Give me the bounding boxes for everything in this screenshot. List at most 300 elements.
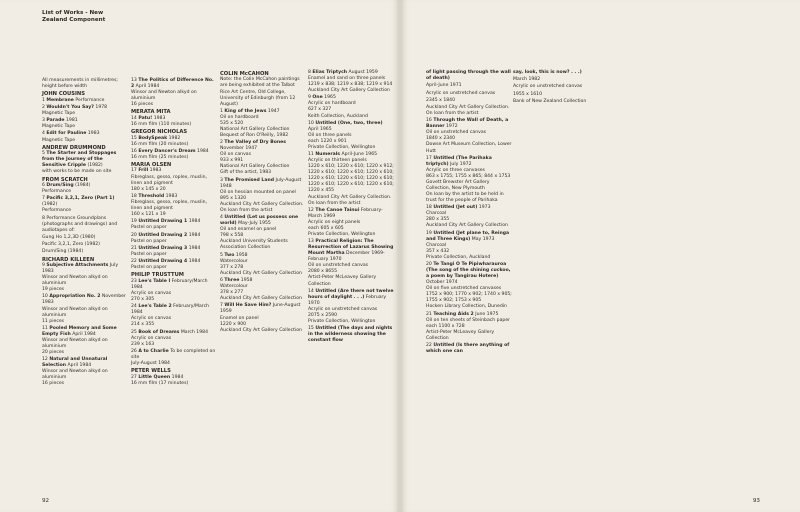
work-detail: (1982)	[42, 202, 58, 208]
work-title: Untitled Drawing 4	[138, 259, 188, 265]
work-number: 1	[220, 108, 223, 114]
work-detail: Auckland City Art Gallery Collection	[308, 88, 390, 94]
work-number: 3	[220, 177, 223, 183]
work-detail: Acrylic on thirteen panels	[308, 158, 367, 164]
work-detail: Magnetic Tape	[42, 137, 76, 143]
work-detail: 1947	[267, 108, 280, 114]
work-number: 7	[42, 196, 45, 202]
work-detail: 1983	[87, 131, 100, 137]
work-detail: Oil on hessian mounted on panel	[220, 189, 296, 195]
work-title: Untitled (Jet out)	[433, 205, 478, 211]
work-entry	[131, 246, 217, 258]
work-detail: Winsor and Newton alkyd on aluminium	[42, 369, 108, 381]
work-detail: each 605 x 605	[308, 225, 344, 231]
work-number: 7	[220, 303, 223, 309]
work-detail: February/March 1984	[131, 278, 208, 290]
work-detail: 16 pieces	[42, 381, 65, 387]
work-number: 4	[220, 215, 223, 221]
work-detail: 1984	[197, 148, 209, 154]
column-6	[513, 70, 599, 106]
work-title: Three	[224, 278, 240, 284]
entry-text: Note: the Colin McCahon paintings are being exhibited at the Talbot Rice Art Centre, Old College, University of Edinburgh (from 12 August)	[220, 77, 300, 107]
artist-name: RICHARD KILLEEN	[42, 256, 95, 263]
work-number: 2	[220, 140, 223, 146]
work-entry	[220, 253, 306, 277]
work-detail: April 1965	[308, 126, 332, 132]
work-entry	[426, 231, 512, 261]
work-detail: Oil and enamel on panel	[220, 227, 277, 233]
work-entry	[308, 152, 394, 206]
work-title: Te Tangi O Te Pipiwharauroa (The song of the shining cuckoo, a poem by Tangirau Hotere)	[426, 262, 511, 280]
work-title: Every Dancer's Dream	[138, 148, 196, 154]
work-detail: Oil on unstretched canvas	[308, 263, 369, 269]
work-detail: Oil on unstretched canvas	[426, 130, 487, 136]
page-number-right: 93	[752, 498, 760, 504]
work-detail: with works to be made on site	[42, 169, 112, 175]
entry-title-continued: of light passing through the wall of death)	[426, 70, 511, 82]
work-entry	[131, 375, 217, 387]
work-detail: 1978	[95, 104, 108, 110]
column-3	[220, 70, 306, 335]
work-detail: 1840 x 2340	[426, 136, 456, 142]
work-detail: Auckland City Art Gallery Collection	[426, 223, 508, 229]
work-detail: April 1984	[67, 363, 92, 369]
work-detail: Auckland City Art Gallery Collection. On loan from the artist	[220, 201, 304, 213]
work-title: Membrane	[46, 97, 74, 103]
artist-name: GREGOR NICHOLAS	[131, 129, 188, 136]
work-title: Appropriation No. 2	[49, 294, 101, 300]
work-detail: April-June 1965	[341, 152, 378, 158]
work-number: 22	[131, 259, 137, 265]
entry-text: All measurements in millimetres; height before width	[42, 78, 118, 90]
work-number: 5	[42, 151, 45, 157]
work-detail: 1984	[188, 219, 201, 225]
work-detail: Oil on ten sheets of Steinbach paper	[426, 317, 511, 323]
work-entry	[426, 205, 512, 229]
work-entry	[131, 330, 217, 348]
work-entry	[426, 262, 512, 310]
work-title: Untitled Drawing 1	[138, 219, 188, 225]
work-detail: To be completed on site	[131, 348, 216, 360]
work-detail: Fibreglass, gesso, roplex, muslin, linen and pigment	[131, 174, 207, 186]
entry-text: Auckland City Art Gallery Collection. On loan from the artist	[426, 104, 510, 117]
work-detail: Auckland City Art Gallery Collection	[220, 296, 302, 302]
work-entry	[426, 156, 512, 204]
work-title: Natural and Unnatural Selection	[42, 357, 108, 369]
work-detail: July 1983	[42, 263, 119, 275]
work-detail: Auckland City Art Gallery Collection	[220, 327, 302, 333]
work-title: Practical Religion: The Resurrection of Lazarus Showing Mount Martha	[308, 239, 394, 257]
work-detail: Private Collection, Wellington	[308, 144, 376, 150]
work-number: 5	[220, 252, 223, 258]
work-entry	[220, 140, 306, 176]
work-title: Will He Save Him?	[224, 303, 272, 309]
work-number: 11	[42, 325, 48, 331]
work-title: Untitled (Let us possess one world)	[220, 215, 299, 227]
work-detail: 1220 x 900	[220, 321, 247, 327]
work-detail: November 1983	[42, 294, 126, 306]
work-title: Wouldn't You Say?	[46, 104, 94, 110]
work-entry	[131, 78, 217, 108]
work-number: 27	[131, 374, 137, 380]
work-detail: Oil on five unstretched canvases	[426, 286, 502, 292]
artist-name: COLIN McCAHON	[220, 71, 269, 77]
work-detail: February-March 1969	[308, 207, 383, 219]
work-entry	[131, 233, 217, 245]
work-entry	[42, 131, 128, 143]
page-header: List of Works - New Zealand Component	[42, 10, 106, 23]
work-detail: Keith Collection, Auckland	[308, 113, 368, 119]
work-detail: Watercolour	[220, 284, 248, 290]
work-detail: Winsor and Newton alkyd on aluminium	[42, 306, 108, 318]
work-title: Patu!	[138, 115, 153, 121]
work-detail: Acrylic on hardboard	[308, 101, 356, 107]
artist-name: MARIA OLSEN	[131, 162, 172, 169]
work-entry	[42, 196, 128, 214]
work-detail: Acrylic on unstretched canvas	[308, 306, 378, 312]
work-entry	[220, 178, 306, 214]
work-title: Parade	[46, 118, 65, 124]
entry-text: Drum/Sing (1984)	[42, 249, 84, 255]
work-detail: February 1970	[308, 294, 387, 306]
entry-text: Gung Ho 1,2,3D (1980)	[42, 234, 96, 240]
work-detail: each 1220 x 901	[308, 138, 347, 144]
work-entry	[131, 136, 217, 148]
work-number: 11	[308, 152, 314, 158]
work-number: 8	[308, 70, 311, 75]
work-entry	[308, 95, 394, 119]
work-detail: October 1974	[426, 280, 458, 286]
work-number: 14	[131, 115, 137, 121]
work-entry	[42, 98, 128, 104]
work-number: 6	[220, 278, 223, 284]
work-entry	[426, 312, 512, 342]
work-detail: Pastel on paper	[131, 251, 167, 257]
work-entry	[131, 149, 217, 161]
work-entry	[220, 303, 306, 333]
work-detail: Acrylic on canvas	[131, 316, 172, 322]
work-detail: Private Collection, Wellington	[308, 319, 376, 324]
work-detail: Dowse Art Museum Collection, Lower Hutt	[426, 142, 512, 154]
work-detail: 2080 x 8655	[308, 269, 338, 275]
work-detail: Winsor and Newton alkyd on aluminium	[42, 275, 108, 287]
work-entry	[131, 168, 217, 192]
work-number: 1	[42, 97, 45, 103]
work-detail: Artist-Peter McLeavey Gallery Collection	[426, 329, 495, 341]
work-number: 23	[131, 278, 137, 284]
work-number: 2	[42, 104, 45, 110]
work-detail: Performance	[42, 189, 72, 194]
entry-text: Pacific 3,2,1, Zero (1982)	[42, 242, 100, 248]
work-entry	[42, 118, 128, 130]
work-detail: February/March 1984	[131, 304, 210, 316]
work-title: Pacific 3,2,1, Zero (Part 1)	[46, 196, 115, 202]
artist-name: MERATA MITA	[131, 109, 171, 116]
work-detail: Oil on three panels	[308, 132, 352, 138]
work-title: Two	[224, 252, 235, 258]
work-number: 17	[131, 168, 137, 174]
work-detail: Charcoal	[426, 242, 447, 248]
work-title: Frill	[138, 168, 149, 174]
work-detail: 535 x 520	[220, 120, 244, 126]
work-detail: Hocken Library Collection, Dunedin	[426, 304, 507, 310]
work-entry	[426, 343, 512, 355]
work-detail: 1752 x 900; 1770 x 902; 1740 x 905; 1755 x 902; 1753 x 905	[426, 292, 512, 304]
work-title: Lee's Table 2	[138, 304, 172, 310]
work-number: 10	[308, 120, 314, 126]
work-detail: Enamel and sand on three panels	[308, 76, 386, 82]
work-number: 21	[426, 311, 432, 317]
work-entry	[131, 349, 217, 367]
work-title: Untitled (One, two, three)	[315, 120, 383, 126]
work-title: King of the Jews	[224, 108, 267, 114]
work-detail: Pastel on paper	[131, 265, 167, 271]
work-title: Numerals	[315, 152, 341, 158]
work-detail: Acrylic on canvas	[131, 290, 172, 296]
work-detail: July 1972	[450, 161, 472, 167]
work-detail: 1981	[66, 118, 78, 124]
work-detail: Acrylic on canvas	[131, 335, 172, 341]
work-detail: Auckland City Art Gallery Collection	[220, 270, 302, 276]
work-detail: Oil on canvas	[220, 152, 251, 158]
work-number: 15	[308, 326, 314, 332]
work-detail: Private Collection, Auckland	[426, 254, 491, 260]
column-5	[426, 70, 512, 356]
work-title: The Starter and Stoppages from the Journey of the Sensitive Cripple	[42, 151, 117, 169]
work-detail: 239 x 163	[131, 341, 155, 347]
work-title: Drum/Sing	[46, 182, 74, 188]
work-entry	[308, 121, 394, 151]
work-entry	[42, 105, 128, 117]
work-detail: May 1973	[471, 236, 495, 242]
work-entry	[42, 326, 128, 356]
work-detail: 1965	[324, 95, 336, 101]
work-detail: 270 x 305	[131, 296, 155, 302]
work-detail: 627 x 327	[308, 107, 332, 113]
work-detail: May-July 1955	[238, 221, 271, 227]
work-entry	[220, 215, 306, 251]
work-number: 26	[131, 348, 137, 354]
artist-name: ANDREW DRUMMOND	[42, 144, 106, 151]
work-detail: Artist-Peter McLeavey Gallery Collection	[308, 275, 377, 287]
work-detail: Fibreglass, gesso, roplex, muslin, linen and pigment	[131, 199, 207, 211]
work-title: Untitled (The days and nights in the wilderness showing the constant flow	[308, 326, 393, 344]
work-title: Little Queen	[138, 374, 171, 380]
work-title: The Promised Land	[224, 177, 274, 183]
work-title: Untitled (The Parihaka triptych)	[426, 155, 492, 167]
work-number: 9	[42, 263, 45, 268]
work-title: BodySpeak	[138, 135, 168, 141]
work-detail: Pastel on paper	[131, 225, 167, 231]
work-number: 13	[131, 78, 137, 83]
work-number: 18	[131, 193, 137, 199]
work-title: Untitled (Are there not twelve hours of daylight . . .)	[308, 288, 394, 300]
work-title: Subjective Attachments	[46, 263, 109, 268]
work-number: 15	[131, 135, 137, 141]
work-detail: June 1975	[475, 311, 499, 317]
work-detail: Winsor and Newton alkyd on aluminium	[42, 337, 108, 349]
work-detail: National Art Gallery Collection	[220, 164, 290, 170]
work-number: 22	[426, 343, 432, 349]
work-detail: (1984)	[75, 182, 91, 188]
artist-name: FROM SCRATCH	[42, 176, 88, 183]
work-entry	[42, 183, 128, 195]
entry-title-continued: say, look, this is now? . . .)	[513, 70, 582, 75]
work-entry	[308, 70, 394, 94]
artist-name: PHILIP TRUSTTUM	[131, 272, 184, 279]
work-number: 12	[42, 357, 48, 363]
work-title: Pooled Memory and Some Empty Fish	[42, 325, 117, 337]
work-detail: 1983	[165, 193, 178, 199]
work-title: Untitled Drawing 3	[138, 245, 188, 251]
work-entry	[131, 116, 217, 128]
work-detail: Pastel on paper	[131, 238, 167, 244]
work-number: 17	[426, 155, 432, 161]
work-detail: 895 x 1320	[220, 195, 247, 201]
work-entry	[42, 357, 128, 387]
work-title: Lee's Table I	[138, 278, 171, 284]
work-title: Untitled (Is there anything of which one can	[426, 343, 510, 355]
work-number: 6	[42, 182, 45, 188]
work-detail: Enamel on panel	[220, 315, 259, 321]
work-detail: Charcoal	[426, 211, 447, 217]
work-detail: 1983	[149, 168, 162, 174]
work-number: 9	[308, 95, 311, 101]
work-detail: 1958	[240, 278, 253, 284]
work-title: Book of Dreams	[138, 329, 180, 335]
work-detail: Watercolour	[220, 258, 248, 264]
work-entry	[42, 151, 128, 175]
work-number: 19	[426, 230, 432, 236]
work-detail: 378 x 277	[220, 290, 244, 296]
work-title: Elias Triptych	[312, 70, 348, 75]
work-detail: Magnetic Tape	[42, 110, 76, 116]
work-number: 13	[308, 239, 314, 245]
work-detail: 180 x 145 x 20	[131, 186, 166, 192]
work-number: 24	[131, 304, 137, 310]
work-detail: Private Collection, Wellington	[308, 231, 376, 237]
work-detail: 1984	[171, 374, 184, 380]
work-entry	[220, 278, 306, 302]
work-entry	[220, 109, 306, 139]
entry-text: 1955 x 1610	[513, 91, 543, 97]
work-entry	[308, 239, 394, 287]
work-detail: 933 x 991	[220, 158, 244, 164]
work-number: 12	[308, 207, 314, 213]
work-number: 18	[426, 205, 432, 211]
work-title: Untitled Drawing 2	[138, 232, 188, 238]
work-detail: 214 x 355	[131, 322, 155, 328]
column-1	[42, 78, 128, 389]
work-detail: 1984	[188, 245, 201, 251]
work-detail: Gift of the artist, 1983	[220, 170, 272, 176]
work-entry	[308, 208, 394, 238]
work-detail: Acrylic on three canvases	[426, 167, 485, 173]
work-detail: 863 x 1755; 1755 x 865; 844 x 1753	[426, 173, 511, 179]
work-number: 16	[131, 148, 137, 154]
work-title: A to Charlie	[138, 348, 169, 354]
work-detail: April 1984	[135, 84, 160, 90]
work-detail: 160 x 121 x 19	[131, 212, 166, 217]
work-title: Teaching Aids 2	[433, 311, 474, 317]
work-number: 19	[131, 219, 137, 225]
work-detail: 280 x 355	[426, 217, 450, 223]
work-detail: Oil on hardboard	[220, 114, 259, 120]
book-gutter	[398, 0, 402, 512]
entry-text: Acrylic on unstretched canvas	[513, 84, 583, 90]
work-detail: 1984	[188, 232, 201, 238]
work-detail: 1973	[478, 205, 491, 211]
work-detail: On loan by the artist to be held in trust for the people of Parihaka	[426, 192, 504, 204]
work-detail: 377 x 278	[220, 264, 244, 270]
work-detail: 16 mm film (20 minutes)	[131, 141, 189, 147]
work-entry	[42, 294, 128, 324]
work-detail: 1958	[235, 252, 248, 258]
work-title: One	[312, 95, 323, 101]
work-detail: June-August 1959	[220, 303, 301, 315]
entry-text: March 1982	[513, 77, 541, 83]
work-detail: Performance	[42, 208, 72, 214]
work-entry	[42, 263, 128, 293]
work-number: 4	[42, 131, 45, 137]
work-title: The Politics of Difference No. 2	[131, 78, 214, 90]
work-entry	[131, 259, 217, 271]
entry-text: April-June 1971	[426, 83, 462, 89]
work-detail: 1220 x 610; 1220 x 610; 1220 x 912; 1220 x 610; 1220 x 610; 1220 x 610; 1220 x 610; 1220 x 610; 1220 x 610; 1220 x 610; 1220 x 610; 1220 x 610; 1220 x 455	[308, 164, 394, 194]
work-number: 25	[131, 329, 137, 335]
work-detail: Auckland University Students Association Collection	[220, 239, 288, 251]
work-detail: 1972	[446, 124, 458, 130]
work-detail: 1984	[188, 259, 201, 265]
work-entry	[308, 289, 394, 325]
work-detail: December 1969-February 1970	[308, 251, 385, 263]
work-entry	[131, 194, 217, 218]
work-detail: July-August 1948	[220, 177, 302, 189]
column-2	[131, 78, 217, 388]
work-detail: 1219 x 838; 1219 x 838; 1219 x 914	[308, 82, 393, 88]
work-number: 16	[426, 118, 432, 124]
work-number: 20	[131, 232, 137, 238]
work-detail: National Art Gallery Collection Bequest of Ron O'Reilly, 1982	[220, 126, 290, 139]
work-entry	[308, 326, 394, 344]
work-title: The Canoe Tainui	[315, 207, 360, 213]
entry-text: Acrylic on unstretched canvas	[426, 90, 496, 96]
work-detail: 11 pieces	[42, 318, 65, 324]
work-number: 20	[426, 262, 432, 268]
work-number: 3	[42, 118, 45, 124]
work-number: 10	[42, 294, 48, 300]
work-title: Through the Wall of Death, a Banner	[426, 118, 509, 130]
entry-text: 8 Performance Groundplans (photographs and drawings) and audiotapes of:	[42, 215, 118, 233]
artist-name: JOHN COUSINS	[42, 91, 86, 98]
work-detail: each 1100 x 728	[426, 323, 465, 329]
work-detail: 1982	[168, 135, 181, 141]
work-title: The Valley of Dry Bones	[224, 140, 286, 146]
column-4	[308, 70, 394, 346]
entry-text: 2345 x 1840	[426, 97, 456, 103]
work-detail: 16 mm film (110 minutes)	[131, 121, 192, 127]
work-detail: Performance	[75, 97, 105, 103]
work-detail: July-August 1984	[131, 360, 170, 366]
work-detail: Acrylic on eight panels	[308, 219, 361, 225]
work-detail: 357 x 432	[426, 248, 450, 254]
work-title: Edit for Pauline	[46, 131, 87, 137]
work-detail: August 1959	[348, 70, 378, 75]
work-number: 21	[131, 245, 137, 251]
work-entry	[131, 219, 217, 231]
work-detail: Winsor and Newton alkyd on aluminium	[131, 90, 197, 102]
entry-text: Bank of New Zealand Collection	[513, 98, 587, 104]
